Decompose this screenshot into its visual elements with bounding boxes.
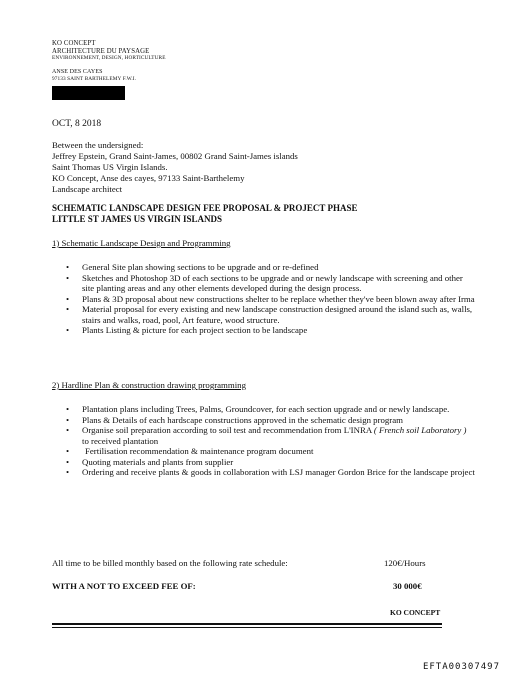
company-address-line1: ANSE DES CAYES [52, 68, 103, 75]
list-item: • Plants Listing & picture for each project section to be landscape [52, 325, 475, 336]
parties-intro: Between the undersigned: [52, 140, 144, 150]
list-item [52, 446, 478, 457]
hourly-rate: 120€/Hours [384, 558, 426, 568]
company-address-line2: 97133 SAINT BARTHELEMY F.W.I. [52, 76, 137, 82]
footer-rule-thick [52, 623, 442, 625]
list-item: • Quoting materials and plants from supplier [52, 457, 475, 468]
title-line2: LITTLE ST JAMES US VIRGIN ISLANDS [52, 214, 222, 224]
section2-heading: 2) Hardline Plan & construction drawing programming [52, 380, 246, 390]
section2-list [52, 404, 478, 478]
list-item: • Material proposal for every existing and new landscape construction designed around the island such as, walls, stairs and walks, road, pool, Art feature, wood structure. [52, 304, 475, 325]
list-item: • Plans & 3D proposal about new constructions shelter to be replace whether they've been blown away after Irma [52, 294, 475, 305]
fee-cap-value: 30 000€ [393, 581, 422, 591]
company-name: KO CONCEPT [52, 40, 96, 47]
list-item [52, 425, 475, 446]
list-item-tail: to received plantation [82, 435, 159, 446]
party-client-line2: Saint Thomas US Virgin Islands. [52, 162, 168, 172]
document-date: OCT, 8 2018 [52, 119, 102, 129]
document-id: EFTA00307497 [422, 662, 500, 672]
list-item: • General Site plan showing sections to be upgrade and or re-defined [52, 262, 475, 273]
list-item: • Sketches and Photoshop 3D of each sections to be upgrade and or newly landscape with screening and other site planting areas and any other elements developed during the design process. [52, 273, 475, 294]
list-item: • Plantation plans including Trees, Palms, Groundcover, for each section upgrade and or newly landscape. [52, 404, 475, 415]
section1-list [52, 262, 475, 336]
list-item-italic-note: ( French soil Laboratory ) [373, 425, 467, 435]
list-item-text: Organise soil preparation according to soil test and recommendation from L'INRA [82, 425, 372, 435]
party-client-line1: Jeffrey Epstein, Grand Saint-James, 00802 Grand Saint-James islands [52, 151, 298, 161]
list-item: • Ordering and receive plants & goods in collaboration with LSJ manager Gordon Brice for the landscape project [52, 467, 475, 478]
section1-heading: 1) Schematic Landscape Design and Programming [52, 238, 231, 248]
company-subtitle: ARCHITECTURE DU PAYSAGE [52, 47, 150, 55]
list-item-text: Fertilisation recommendation & maintenance program document [85, 446, 314, 456]
parties-block [52, 140, 298, 195]
document-title [52, 203, 357, 225]
footer-rule-thin [52, 627, 442, 628]
redaction-bar [52, 86, 125, 100]
party-firm-line2: Landscape architect [52, 184, 123, 194]
title-line1: SCHEMATIC LANDSCAPE DESIGN FEE PROPOSAL & PROJECT PHASE [52, 203, 358, 213]
party-firm-line1: KO Concept, Anse des cayes, 97133 Saint-Barthelemy [52, 173, 245, 183]
list-item: • Plans & Details of each hardscape constructions approved in the schematic design program [52, 415, 475, 426]
signature-company: KO CONCEPT [390, 608, 441, 617]
company-services: ENVIRONNEMENT, DESIGN, HORTICULTURE [52, 55, 166, 61]
fee-cap-label: WITH A NOT TO EXCEED FEE OF: [52, 581, 196, 591]
letterhead [52, 40, 166, 84]
billing-text: All time to be billed monthly based on the following rate schedule: [52, 558, 288, 568]
